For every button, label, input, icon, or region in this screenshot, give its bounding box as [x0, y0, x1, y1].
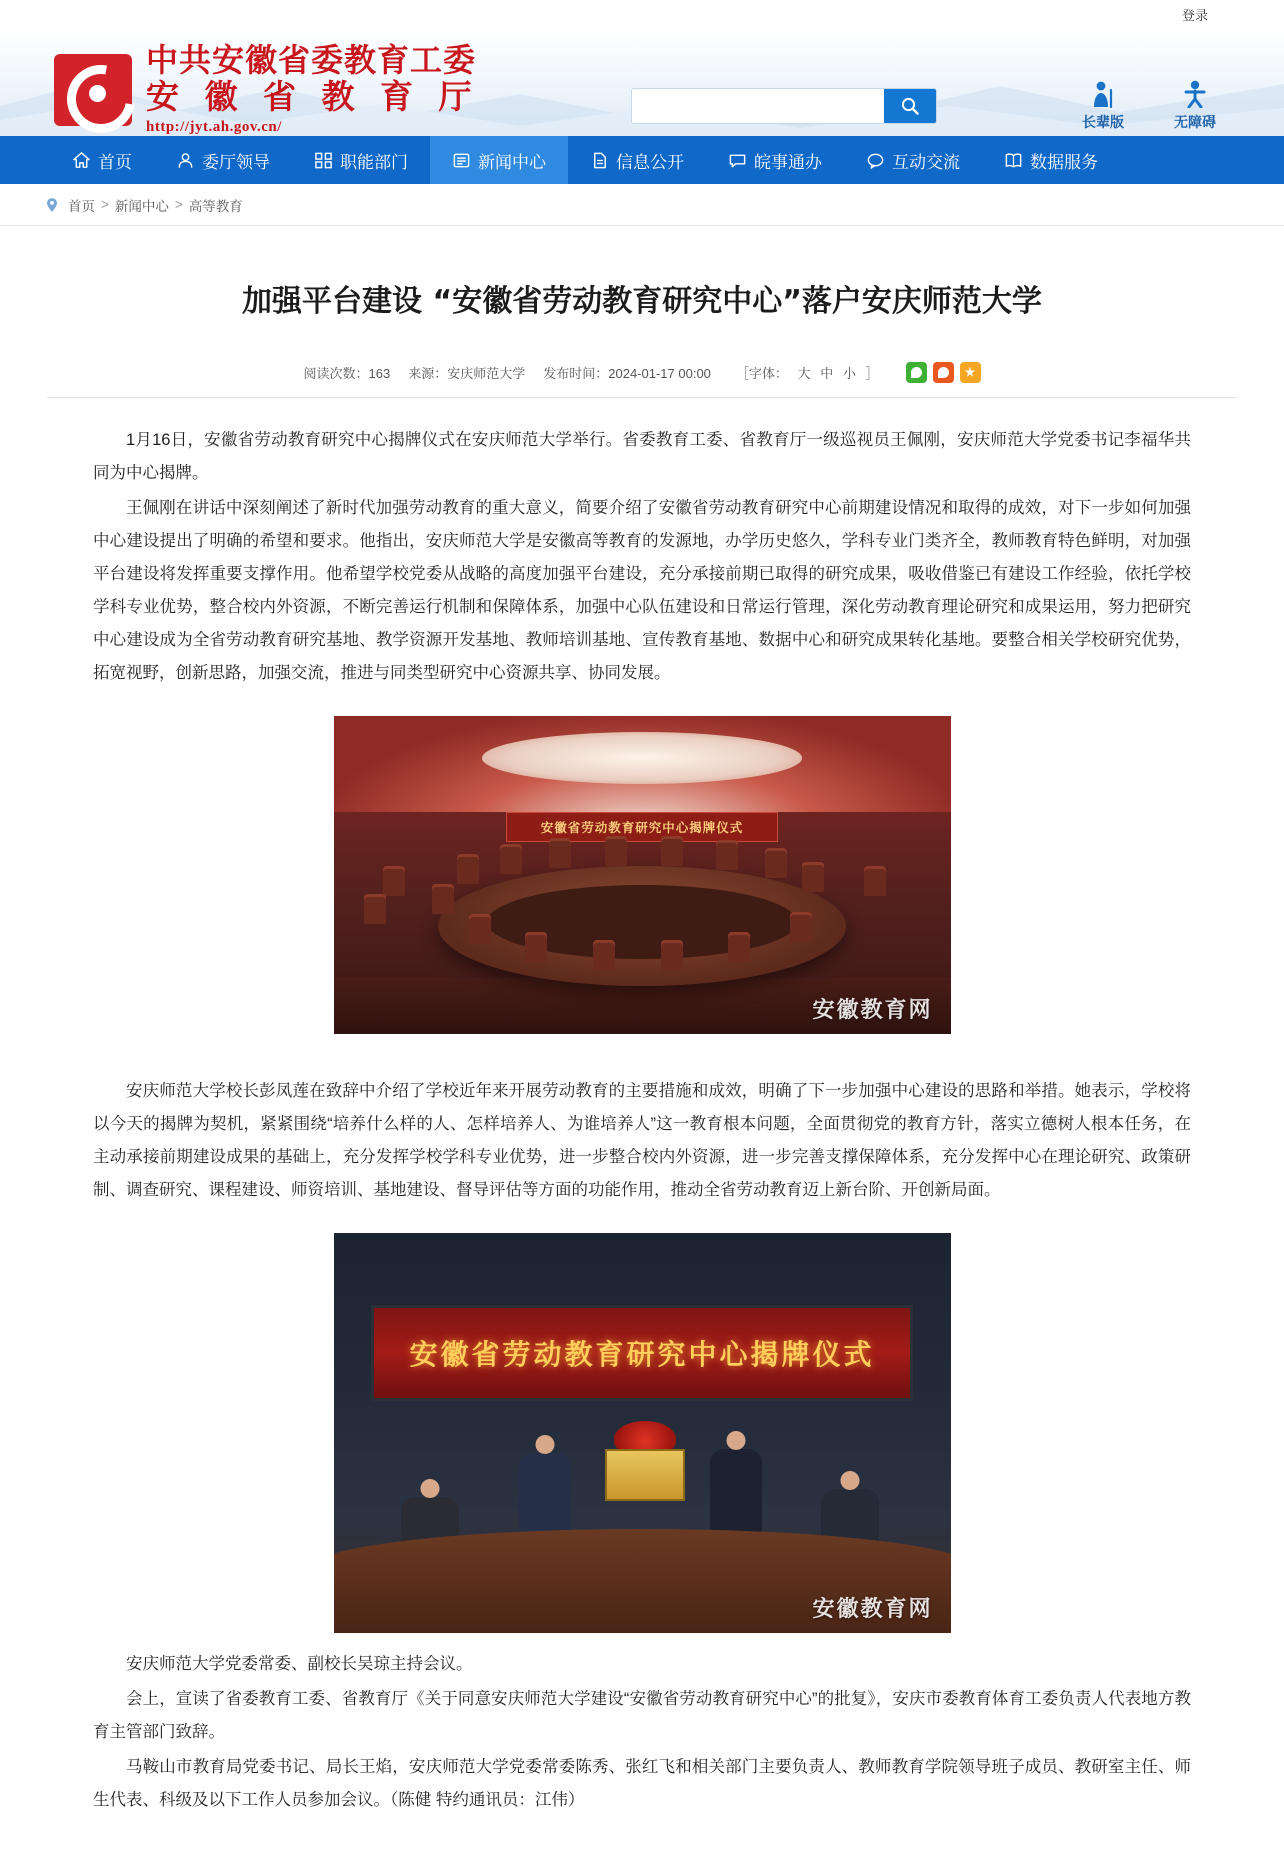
article-figure-2: [47, 1233, 1237, 1638]
article-figure-1: [47, 716, 1237, 1039]
publish-time: 2024-01-17 00:00: [608, 365, 711, 381]
article-body-bottom: [47, 1648, 1237, 1859]
breadcrumb: [0, 184, 1284, 226]
breadcrumb-item-news-center[interactable]: 新闻中心: [114, 198, 169, 214]
top-utility-bar: [0, 0, 1284, 28]
accessibility-label: 无障碍: [1174, 114, 1216, 130]
font-size-medium[interactable]: 中: [820, 365, 834, 381]
news-icon: [452, 151, 471, 170]
paragraph: 安庆师范大学党委常委、副校长吴琼主持会议。: [126, 1654, 473, 1673]
photo1-banner-text: 安徽省劳动教育研究中心揭牌仪式: [506, 812, 777, 842]
paragraph: 王佩刚在讲话中深刻阐述了新时代加强劳动教育的重大意义，简要介绍了安徽省劳动教育研究中心前期建设情况和取得的成效，对下一步如何加强中心建设提出了明确的希望和要求。他指出，安庆师范大学是安徽高等教育的发源地，办学历史悠久，学科专业门类齐全，教师教育特色鲜明，对加强平台建设将发挥重要支撑作用。他希望学校党委从战略的高度加强平台建设，充分承接前期已取得的研究成果，吸收借鉴已有建设工作经验，依托学校学科专业优势，整合校内外资源，不断完善运行机制和保障体系，加强中心队伍建设和日常运行管理，深化劳动教育理论研究和成果运用，努力把研究中心建设成为全省劳动教育研究基地、教学资源开发基地、教师培训基地、宣传教育基地、数据中心和研究成果转化基地。要整合相关学校研究优势，拓宽视野，创新思路，加强交流，推进与同类型研究中心资源共享、协同发展。: [93, 498, 1191, 682]
emblem-icon: [54, 54, 132, 126]
grid-icon: [314, 151, 333, 170]
share-buttons: [906, 362, 981, 383]
breadcrumb-item-higher-education[interactable]: 高等教育: [188, 198, 243, 214]
paragraph: 1月16日，安徽省劳动教育研究中心揭牌仪式在安庆师范大学举行。省委教育工委、省教育厅一级巡视员王佩刚，安庆师范大学党委书记李福华共同为中心揭牌。: [93, 430, 1191, 482]
views-count: 163: [368, 365, 391, 381]
nav-label-leadership: 委厅领导: [202, 152, 270, 172]
comment-icon: [866, 151, 885, 170]
unveiling-ceremony-photo: [334, 1233, 951, 1633]
header-tools: [1072, 78, 1226, 132]
breadcrumb-separator-2: >: [174, 197, 183, 212]
photo1-watermark: 安徽教育网: [812, 997, 933, 1023]
nav-item-leadership[interactable]: [154, 136, 292, 184]
source-meta: [408, 363, 525, 382]
nav-item-home[interactable]: [50, 136, 154, 184]
elder-person-icon: [1072, 78, 1134, 108]
views-meta: [304, 363, 391, 382]
nav-label-data-service: 数据服务: [1030, 152, 1098, 172]
login-link[interactable]: 登录: [1181, 7, 1208, 23]
article-body-middle: [47, 1049, 1237, 1219]
site-header: [0, 28, 1284, 136]
search-input[interactable]: [632, 89, 884, 123]
site-url: http://jyt.ah.gov.cn/: [146, 119, 282, 135]
nav-item-interaction[interactable]: [844, 136, 982, 184]
font-size-small[interactable]: 小: [842, 365, 856, 381]
nav-item-wanshitongban[interactable]: [706, 136, 844, 184]
search-box[interactable]: [631, 88, 937, 124]
font-size-controls: [733, 363, 882, 382]
chairs-group: [334, 716, 951, 1034]
paragraph: 会上，宣读了省委教育工委、省教育厅《关于同意安庆师范大学建设“安徽省劳动教育研究中心”的批复》，安庆市委教育体育工委负责人代表地方教育主管部门致辞。: [93, 1689, 1191, 1741]
article-container: [47, 246, 1237, 1859]
site-logo[interactable]: [54, 41, 479, 135]
logo-line-1: 中共安徽省委教育工委: [146, 41, 477, 79]
nav-label-departments: 职能部门: [340, 152, 408, 172]
nav-label-home: 首页: [98, 152, 132, 172]
weibo-share-icon[interactable]: [933, 362, 954, 383]
document-icon: [590, 151, 609, 170]
logo-text-block: [146, 41, 479, 135]
gold-plaque: [605, 1449, 685, 1501]
wechat-share-icon[interactable]: [906, 362, 927, 383]
logo-line-2: 安 徽 省 教 育 厅: [146, 77, 479, 116]
elder-version-label: 长辈版: [1082, 114, 1124, 130]
breadcrumb-item-home[interactable]: 首页: [68, 198, 95, 214]
nav-item-departments[interactable]: [292, 136, 430, 184]
home-icon: [72, 151, 91, 170]
font-size-label: ［字体：: [735, 365, 788, 381]
user-icon: [176, 151, 195, 170]
nav-item-data-service[interactable]: [982, 136, 1120, 184]
source-label: 来源：: [408, 365, 448, 381]
page-title: 加强平台建设 “安徽省劳动教育研究中心”落户安庆师范大学: [242, 284, 1042, 320]
book-icon: [1004, 151, 1023, 170]
article-body-top: [47, 398, 1237, 702]
elder-version-button[interactable]: [1072, 78, 1134, 132]
paragraph: 安庆师范大学校长彭凤莲在致辞中介绍了学校近年来开展劳动教育的主要措施和成效，明确了下一步加强中心建设的思路和举措。她表示，学校将以今天的揭牌为契机，紧紧围绕“培养什么样的人、怎样培养人、为谁培养人”这一教育根本问题，全面贯彻党的教育方针，落实立德树人根本任务，在主动承接前期建设成果的基础上，充分发挥学校学科专业优势，进一步整合校内外资源，进一步完善支撑保障体系，充分发挥中心在理论研究、政策研制、调查研究、课程建设、师资培训、基地建设、督导评估等方面的功能作用，推动全省劳动教育迈上新台阶、开创新局面。: [93, 1081, 1191, 1199]
source-value: 安庆师范大学: [447, 365, 526, 381]
views-label: 阅读次数：: [303, 365, 369, 381]
search-icon: [900, 96, 920, 116]
chat-icon: [728, 151, 747, 170]
font-size-large[interactable]: 大: [797, 365, 811, 381]
nav-label-wanshitongban: 皖事通办: [754, 152, 822, 172]
article-meta: [47, 362, 1237, 398]
publish-meta: [543, 363, 711, 382]
publish-label: 发布时间：: [543, 365, 609, 381]
nav-item-information-disclosure[interactable]: [568, 136, 706, 184]
photo2-watermark: 安徽教育网: [812, 1596, 933, 1622]
nav-item-news-center[interactable]: [430, 136, 568, 184]
accessibility-button[interactable]: [1164, 78, 1226, 132]
font-size-close-bracket: ］: [865, 365, 879, 381]
nav-label-information-disclosure: 信息公开: [616, 152, 684, 172]
search-button[interactable]: [884, 89, 936, 123]
led-screen-text: 安徽省劳动教育研究中心揭牌仪式: [409, 1337, 875, 1371]
main-navigation: [0, 136, 1284, 184]
qzone-share-icon[interactable]: [960, 362, 981, 383]
accessibility-icon: [1164, 78, 1226, 108]
nav-label-news-center: 新闻中心: [478, 152, 546, 172]
meeting-room-photo: [334, 716, 951, 1034]
paragraph: 马鞍山市教育局党委书记、局长王焰，安庆师范大学党委常委陈秀、张红飞和相关部门主要负责人、教师教育学院领导班子成员、教研室主任、师生代表、科级及以下工作人员参加会议。（陈健 特约通讯员：江伟）: [93, 1757, 1191, 1809]
nav-label-interaction: 互动交流: [892, 152, 960, 172]
breadcrumb-separator-1: >: [101, 197, 109, 212]
location-pin-icon: [44, 197, 60, 213]
